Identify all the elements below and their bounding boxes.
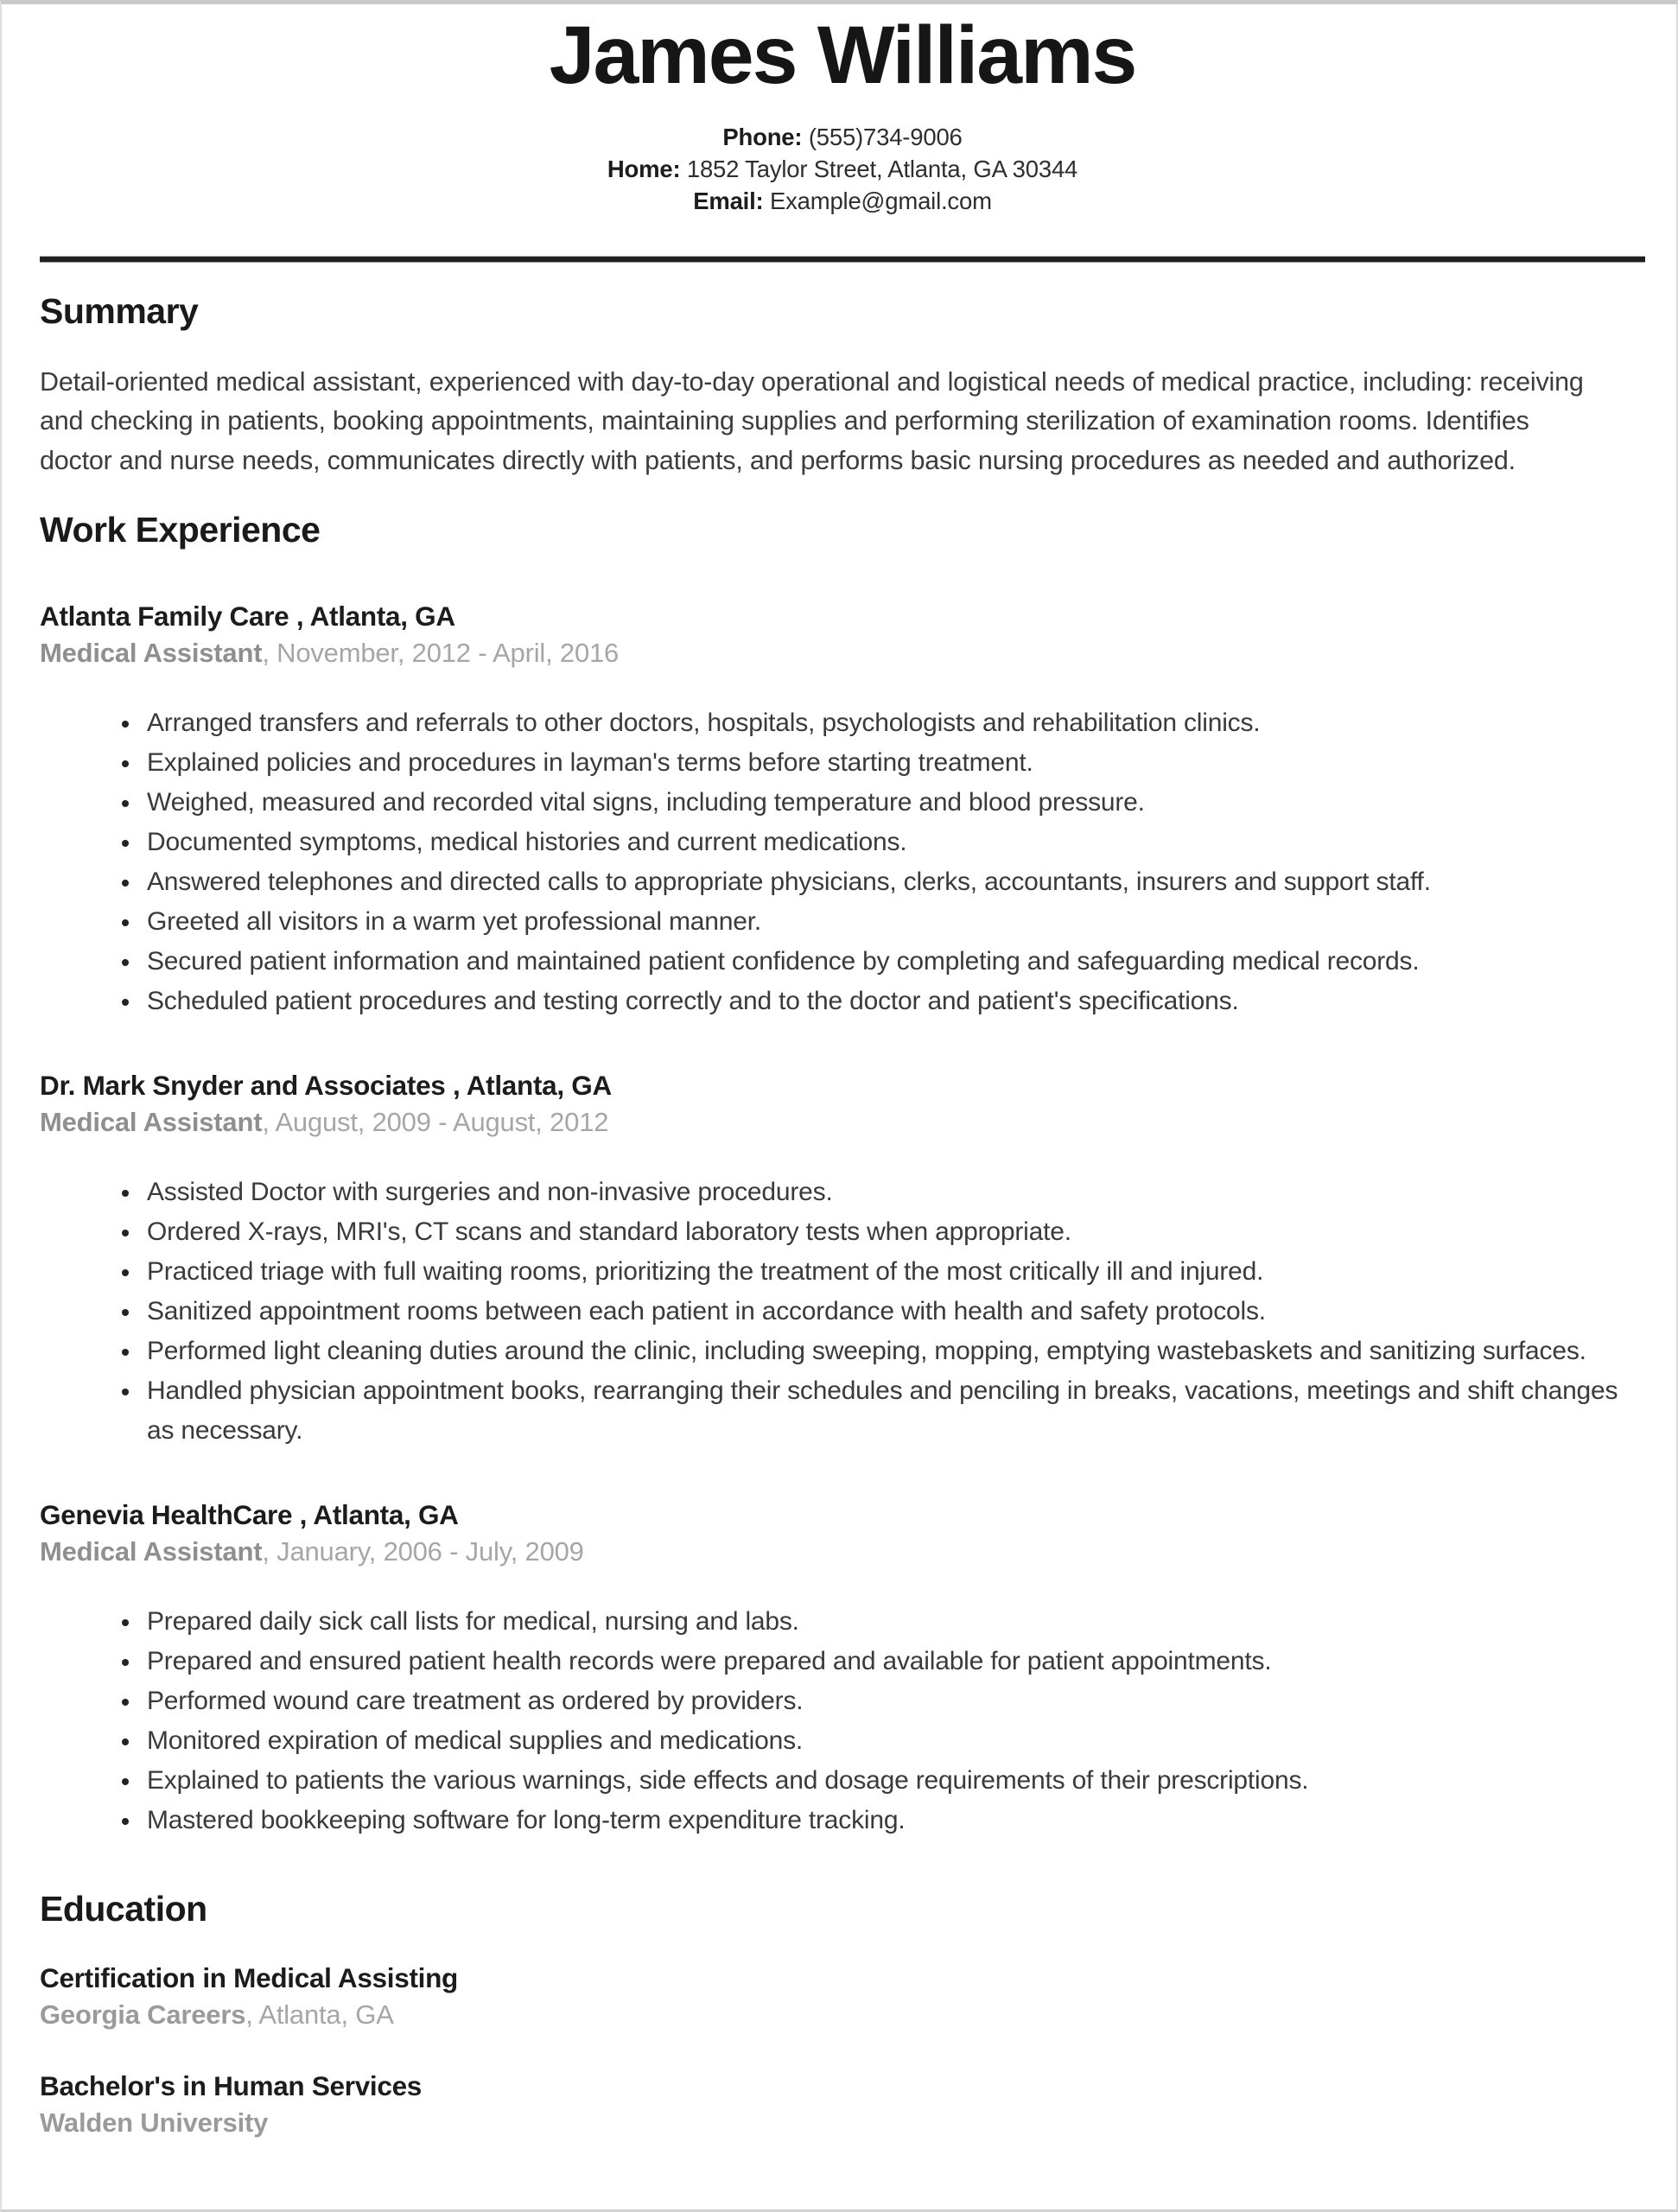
job-role: Medical Assistant bbox=[40, 638, 263, 669]
contact-line-phone bbox=[40, 121, 1645, 153]
job-entry bbox=[40, 1070, 1645, 1451]
work-experience-section bbox=[40, 510, 1645, 1840]
job-duties-list bbox=[40, 703, 1645, 1021]
job-role-line bbox=[40, 1107, 1645, 1138]
email-label: Email: bbox=[693, 187, 764, 214]
duty-item: • Monitored expiration of medical supplies and medications. bbox=[142, 1721, 1645, 1761]
job-role: Medical Assistant bbox=[40, 1107, 263, 1138]
contact-line-home bbox=[40, 153, 1645, 185]
job-dates: , November, 2012 - April, 2016 bbox=[262, 638, 620, 669]
education-school-line bbox=[40, 2107, 1645, 2139]
duty-item: • Greeted all visitors in a warm yet professional manner. bbox=[142, 902, 1645, 942]
duty-item: • Explained to patients the various warnings, side effects and dosage requirements of their prescriptions. bbox=[142, 1761, 1645, 1801]
job-duties-list bbox=[40, 1602, 1645, 1840]
duty-item: • Handled physician appointment books, rearranging their schedules and penciling in breaks, vacations, meetings and shift changes as necessary. bbox=[142, 1371, 1645, 1451]
header-divider bbox=[40, 257, 1645, 262]
home-label: Home: bbox=[607, 155, 681, 182]
summary-section bbox=[40, 291, 1645, 481]
education-school-line bbox=[40, 1999, 1645, 2031]
duty-item: • Ordered X-rays, MRI's, CT scans and standard laboratory tests when appropriate. bbox=[142, 1212, 1645, 1252]
summary-text: Detail-oriented medical assistant, experienced with day-to-day operational and logistical needs of medical practice, including: receiving and checking in patients, booking appointments, maintaining supplies and performing sterilization of examination rooms. Identifies doctor and nurse needs, communicates directly with patients, and performs basic nursing procedures as needed and authorized. bbox=[40, 366, 1584, 475]
job-role: Medical Assistant bbox=[40, 1536, 263, 1567]
education-entry bbox=[40, 1962, 1645, 2031]
job-role-line bbox=[40, 1536, 1645, 1567]
job-entry bbox=[40, 601, 1645, 1021]
job-dates: , January, 2006 - July, 2009 bbox=[262, 1536, 584, 1567]
education-school: Walden University bbox=[40, 2107, 269, 2139]
contact-line-email bbox=[40, 185, 1645, 217]
contact-block bbox=[40, 121, 1645, 217]
phone-value: (555)734-9006 bbox=[808, 123, 963, 150]
resume-name: James Williams bbox=[549, 10, 1136, 101]
summary-heading: Summary bbox=[40, 290, 199, 331]
email-value: Example@gmail.com bbox=[769, 187, 992, 214]
employer-name: Dr. Mark Snyder and Associates , Atlanta, GA bbox=[40, 1070, 612, 1102]
job-duties-list bbox=[40, 1173, 1645, 1451]
duty-item: • Assisted Doctor with surgeries and non-invasive procedures. bbox=[142, 1173, 1645, 1212]
duty-item: • Secured patient information and maintained patient confidence by completing and safeguarding medical records. bbox=[142, 942, 1645, 982]
duty-item: • Performed wound care treatment as ordered by providers. bbox=[142, 1681, 1645, 1721]
education-degree: Bachelor's in Human Services bbox=[40, 2070, 423, 2102]
job-entry bbox=[40, 1499, 1645, 1840]
job-dates: , August, 2009 - August, 2012 bbox=[262, 1107, 609, 1138]
education-entry bbox=[40, 2070, 1645, 2139]
duty-item: • Weighed, measured and recorded vital signs, including temperature and blood pressure. bbox=[142, 783, 1645, 823]
phone-label: Phone: bbox=[722, 123, 803, 150]
duty-item: • Explained policies and procedures in layman's terms before starting treatment. bbox=[142, 743, 1645, 783]
duty-item: • Practiced triage with full waiting rooms, prioritizing the treatment of the most critically ill and injured. bbox=[142, 1252, 1645, 1292]
duty-item: • Arranged transfers and referrals to other doctors, hospitals, psychologists and rehabilitation clinics. bbox=[142, 703, 1645, 743]
education-section bbox=[40, 1889, 1645, 2139]
job-role-line bbox=[40, 638, 1645, 669]
education-degree: Certification in Medical Assisting bbox=[40, 1962, 458, 1994]
education-school: Georgia Careers bbox=[40, 1999, 246, 2031]
duty-item: • Mastered bookkeeping software for long-term expenditure tracking. bbox=[142, 1801, 1645, 1840]
duty-item: • Documented symptoms, medical histories and current medications. bbox=[142, 823, 1645, 862]
duty-item: • Performed light cleaning duties around the clinic, including sweeping, mopping, emptying wastebaskets and sanitizing surfaces. bbox=[142, 1332, 1645, 1371]
duty-item: • Prepared and ensured patient health records were prepared and available for patient appointments. bbox=[142, 1642, 1645, 1681]
education-school-location: , Atlanta, GA bbox=[245, 1999, 394, 2031]
education-heading: Education bbox=[40, 1889, 207, 1929]
duty-item: • Answered telephones and directed calls to appropriate physicians, clerks, accountants, insurers and support staff. bbox=[142, 862, 1645, 902]
work-experience-heading: Work Experience bbox=[40, 510, 321, 550]
home-value: 1852 Taylor Street, Atlanta, GA 30344 bbox=[686, 155, 1078, 182]
duty-item: • Sanitized appointment rooms between each patient in accordance with health and safety protocols. bbox=[142, 1292, 1645, 1332]
employer-name: Atlanta Family Care , Atlanta, GA bbox=[40, 601, 455, 632]
employer-name: Genevia HealthCare , Atlanta, GA bbox=[40, 1499, 459, 1531]
duty-item: • Scheduled patient procedures and testing correctly and to the doctor and patient's specifications. bbox=[142, 982, 1645, 1021]
duty-item: • Prepared daily sick call lists for medical, nursing and labs. bbox=[142, 1602, 1645, 1642]
